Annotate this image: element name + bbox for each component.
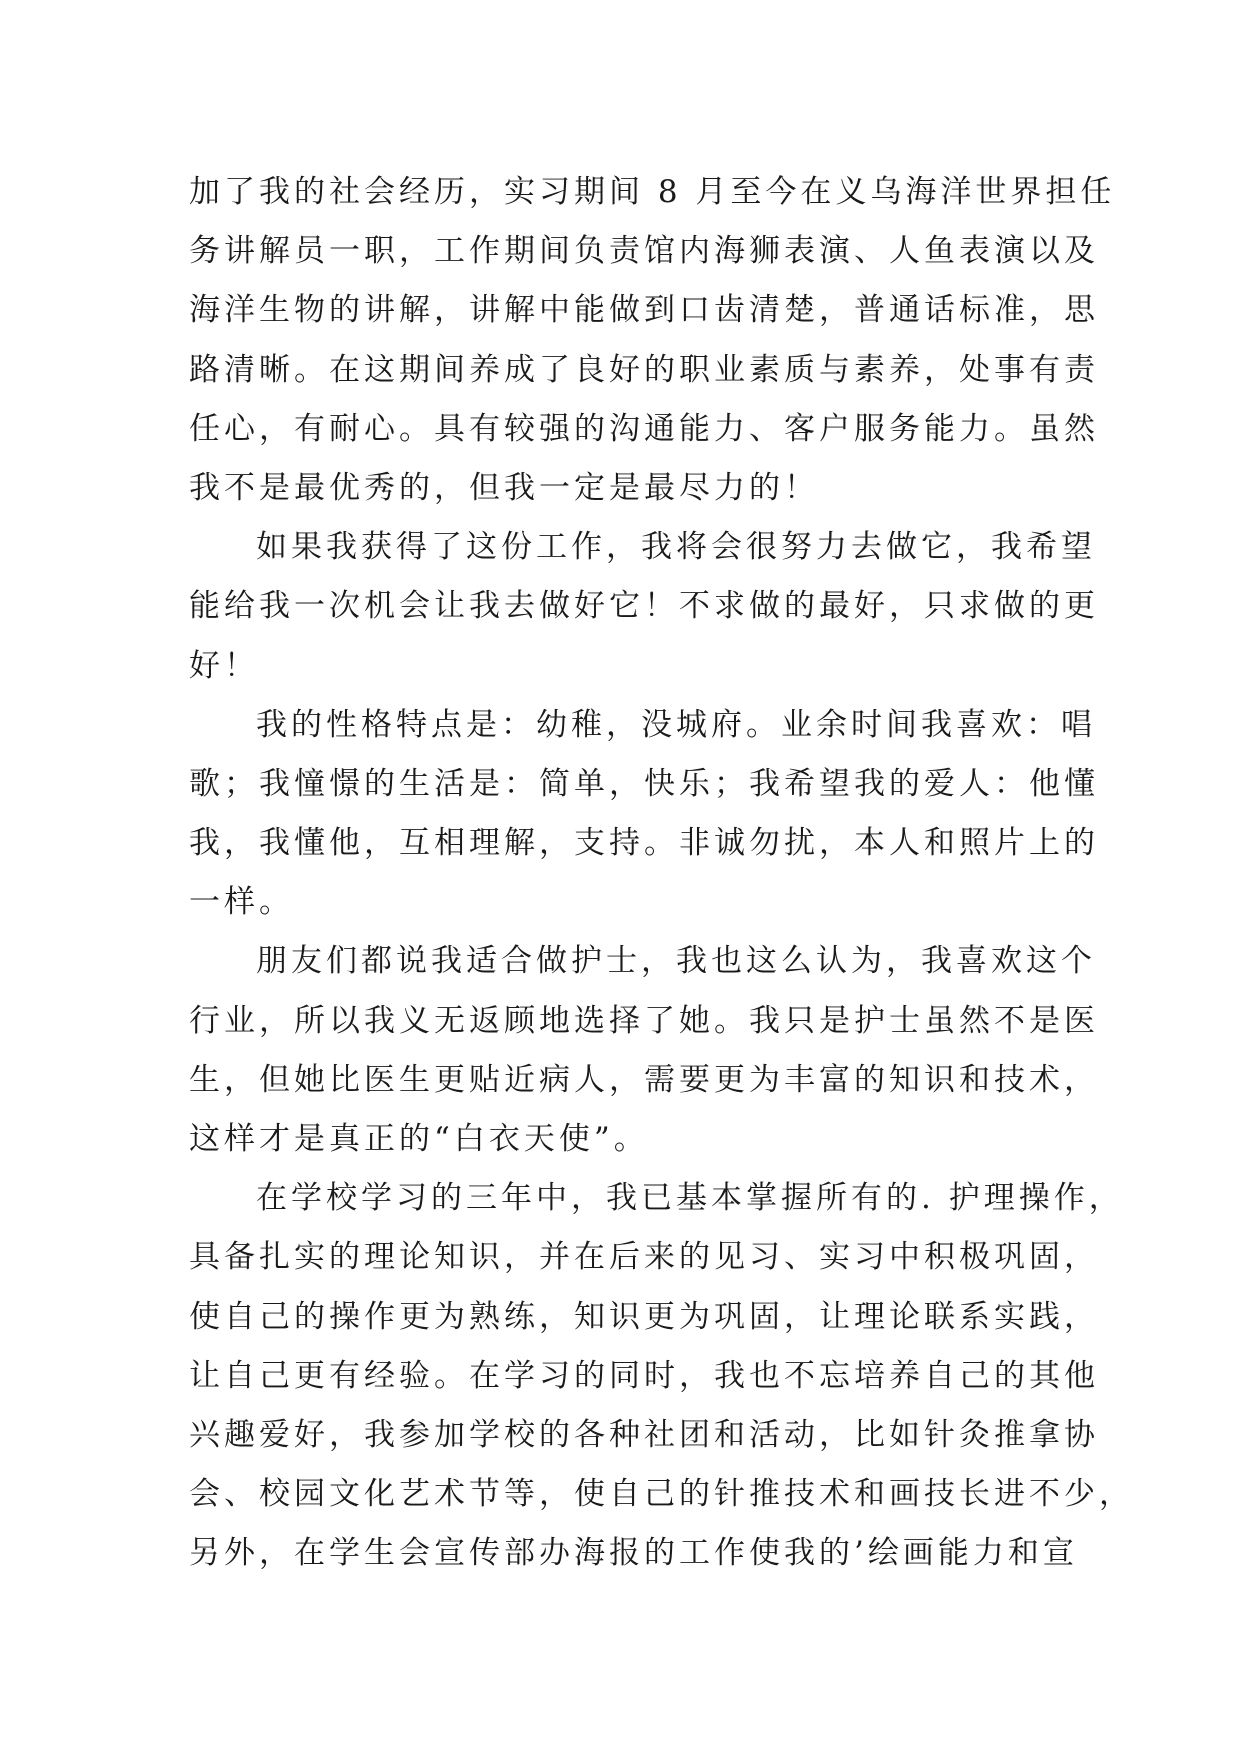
- text-line: 兴趣爱好，我参加学校的各种社团和活动，比如针灸推拿协: [189, 1416, 1099, 1453]
- text-line: 这样才是真正的“白衣天使”。: [189, 1121, 649, 1157]
- paragraph-first-line: 在学校学习的三年中，我已基本掌握所有的. 护理操作，: [256, 1180, 1124, 1217]
- paragraph-first-line: 如果我获得了这份工作，我将会很努力去做它，我希望: [256, 529, 1096, 566]
- text-line: 使自己的操作更为熟练，知识更为巩固，让理论联系实践，: [189, 1298, 1099, 1335]
- text-line: 任心，有耐心。具有较强的沟通能力、客户服务能力。虽然: [189, 410, 1099, 447]
- text-line: 路清晰。在这期间养成了良好的职业素质与素养，处事有责: [189, 351, 1099, 388]
- paragraph-first-line: 朋友们都说我适合做护士，我也这么认为，我喜欢这个: [256, 943, 1096, 980]
- text-line: 具备扎实的理论知识，并在后来的见习、实习中积极巩固，: [189, 1239, 1099, 1276]
- text-line: 歌；我憧憬的生活是：简单，快乐；我希望我的爱人：他懂: [189, 765, 1099, 802]
- text-line: 加了我的社会经历，实习期间 8 月至今在义乌海洋世界担任: [189, 174, 1116, 210]
- paragraph-first-line: 我的性格特点是：幼稚，没城府。业余时间我喜欢：唱: [256, 706, 1096, 743]
- text-line: 我不是最优秀的，但我一定是最尽力的！: [189, 469, 819, 506]
- text-line: 让自己更有经验。在学习的同时，我也不忘培养自己的其他: [189, 1357, 1099, 1394]
- text-line: 务讲解员一职，工作期间负责馆内海狮表演、人鱼表演以及: [189, 233, 1099, 270]
- text-line: 能给我一次机会让我去做好它！不求做的最好，只求做的更: [189, 588, 1099, 625]
- text-line: 海洋生物的讲解，讲解中能做到口齿清楚，普通话标准，思: [189, 292, 1099, 329]
- document-body: [189, 163, 1134, 1584]
- text-line: 生，但她比医生更贴近病人，需要更为丰富的知识和技术，: [189, 1061, 1099, 1098]
- text-line: 另外，在学生会宣传部办海报的工作使我的’绘画能力和宣: [189, 1535, 1078, 1572]
- text-line: 一样。: [189, 884, 294, 921]
- text-line: 行业，所以我义无返顾地选择了她。我只是护士虽然不是医: [189, 1002, 1099, 1039]
- text-line: 会、校园文化艺术节等，使自己的针推技术和画技长进不少，: [189, 1476, 1134, 1513]
- text-line: 好！: [189, 647, 259, 684]
- text-line: 我，我懂他，互相理解，支持。非诚勿扰，本人和照片上的: [189, 825, 1099, 862]
